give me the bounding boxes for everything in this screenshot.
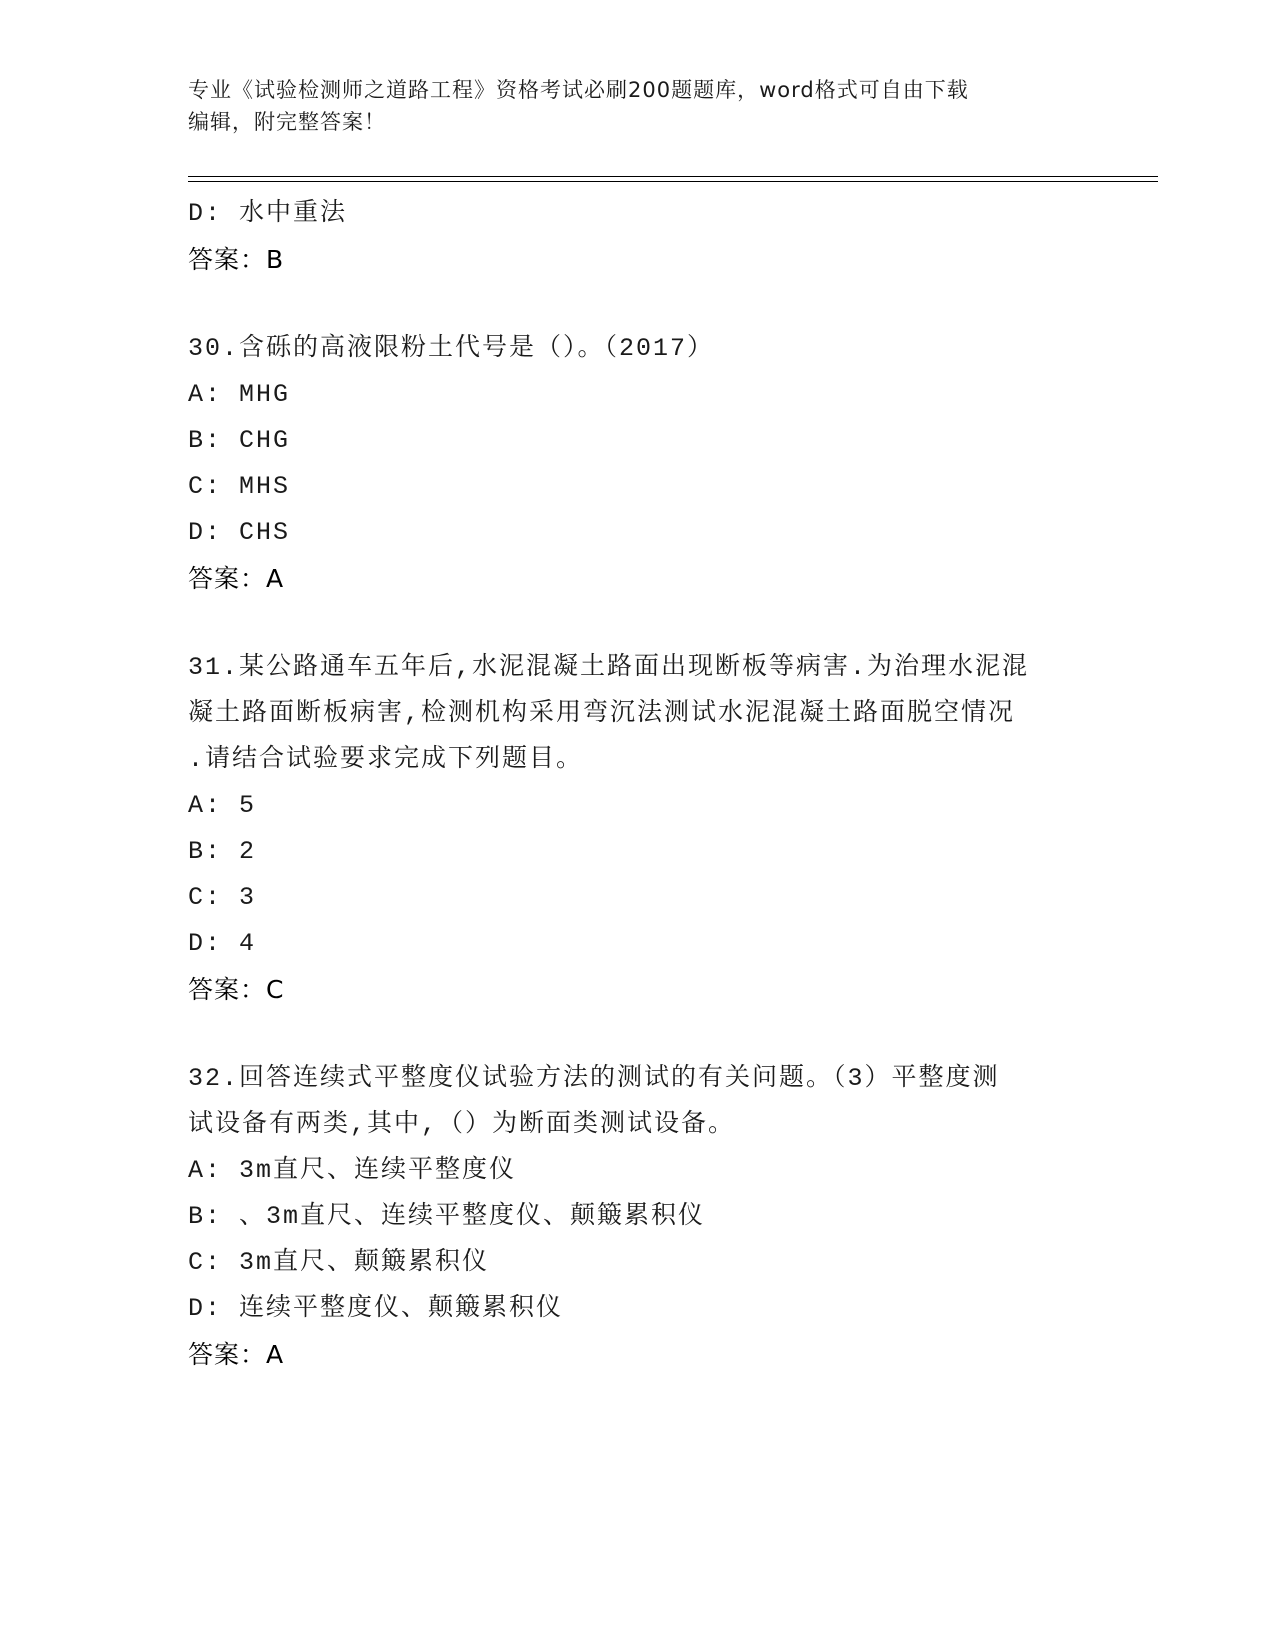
option-b: B: 2 (188, 837, 257, 866)
question-stem-line: 凝土路面断板病害,检测机构采用弯沉法测试水泥混凝土路面脱空情况 (188, 699, 1016, 728)
prev-answer: 答案：B (188, 245, 285, 274)
prev-option-d: D: 水中重法 (188, 199, 348, 228)
option-b: B: CHG (188, 426, 291, 455)
answer: 答案：C (188, 975, 285, 1004)
header-rule-bottom (188, 181, 1158, 182)
question-stem (188, 645, 1088, 783)
question-stem-line: 32.回答连续式平整度仪试验方法的测试的有关问题。（3）平整度测 (188, 1064, 1000, 1093)
question-content (188, 191, 1088, 1378)
question-30 (188, 326, 1088, 602)
question-stem-line: 30.含砾的高液限粉土代号是（）。（2017） (188, 334, 715, 363)
question-stem-line: 试设备有两类,其中,（）为断面类测试设备。 (188, 1110, 736, 1139)
option-a: A: 3m直尺、连续平整度仪 (188, 1156, 517, 1185)
question-stem (188, 326, 1088, 372)
option-d: D: 4 (188, 929, 257, 958)
answer: 答案：A (188, 1340, 285, 1369)
header-line-1: 专业《试验检测师之道路工程》资格考试必刷200题题库，word格式可自由下载 (188, 78, 969, 102)
page-header (188, 74, 1068, 138)
question-stem-line: .请结合试验要求完成下列题目。 (188, 745, 584, 774)
option-a: A: 5 (188, 791, 257, 820)
option-c: C: MHS (188, 472, 291, 501)
option-b: B: 、3m直尺、连续平整度仪、颠簸累积仪 (188, 1202, 706, 1231)
question-stem (188, 1056, 1088, 1148)
option-a: A: MHG (188, 380, 291, 409)
option-d: D: CHS (188, 518, 291, 547)
answer: 答案：A (188, 564, 285, 593)
header-line-2: 编辑，附完整答案！ (188, 110, 386, 134)
question-32 (188, 1056, 1088, 1378)
header-rule-top (188, 176, 1158, 177)
option-c: C: 3 (188, 883, 257, 912)
option-c: C: 3m直尺、颠簸累积仪 (188, 1248, 490, 1277)
question-stem-line: 31.某公路通车五年后,水泥混凝土路面出现断板等病害.为治理水泥混 (188, 653, 1030, 682)
option-d: D: 连续平整度仪、颠簸累积仪 (188, 1294, 564, 1323)
question-31 (188, 645, 1088, 1013)
